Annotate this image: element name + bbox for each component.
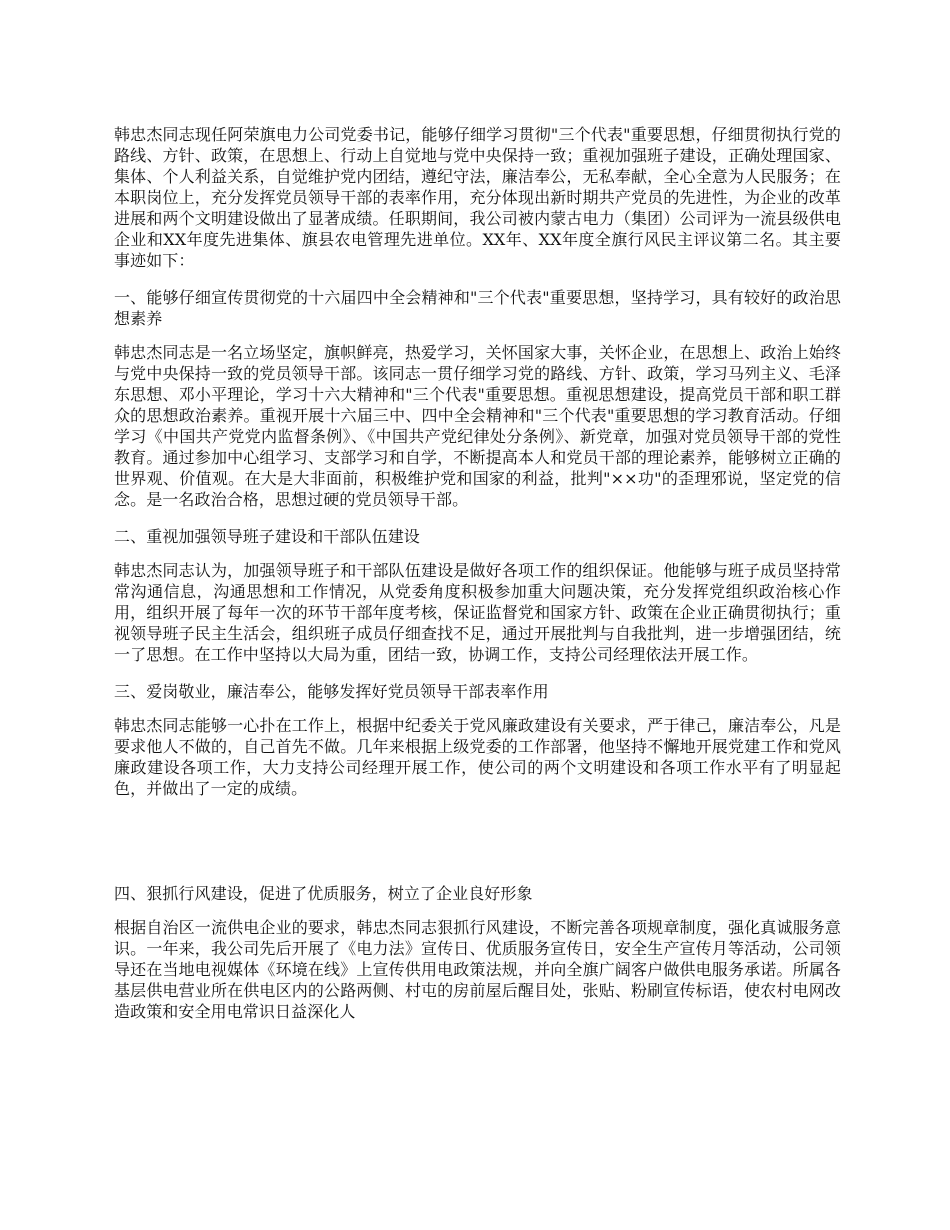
document-body [114, 124, 841, 1038]
section-heading-3: 三、爱岗敬业，廉洁奉公，能够发挥好党员领导干部表率作用 [114, 682, 549, 701]
page-break-gap [114, 815, 841, 883]
section-3-paragraph: 韩忠杰同志能够一心扑在工作上，根据中纪委关于党风廉政建设有关要求，严于律己，廉洁奉公，凡是要求他人不做的，自己首先不做。几年来根据上级党委的工作部署，他坚持不懈地开展党建工作和党风廉政建设各项工作，大力支持公司经理开展工作，使公司的两个文明建设和各项工作水平有了明显起色，并做出了一定的成绩。 [114, 716, 841, 798]
section-heading-4: 四、狠抓行风建设，促进了优质服务，树立了企业良好形象 [114, 884, 533, 903]
section-1-paragraph: 韩忠杰同志是一名立场坚定，旗帜鲜亮，热爱学习，关怀国家大事，关怀企业，在思想上、政治上始终与党中央保持一致的党员领导干部。该同志一贯仔细学习党的路线、方针、政策，学习马列主义、毛泽东思想、邓小平理论，学习十六大精神和"三个代表"重要思想。重视思想建设，提高党员干部和职工群众的思想政治素养。重视开展十六届三中、四中全会精神和"三个代表"重要思想的学习教育活动。仔细学习《中国共产党党内监督条例》、《中国共产党纪律处分条例》、新党章，加强对党员领导干部的党性教育。通过参加中心组学习、支部学习和自学，不断提高本人和党员干部的理论素养，能够树立正确的世界观、价值观。在大是大非面前，积极维护党和国家的利益，批判"××功"的歪理邪说，坚定党的信念。是一名政治合格，思想过硬的党员领导干部。 [114, 343, 841, 509]
intro-paragraph: 韩忠杰同志现任阿荣旗电力公司党委书记，能够仔细学习贯彻"三个代表"重要思想，仔细贯彻执行党的路线、方针、政策，在思想上、行动上自觉地与党中央保持一致；重视加强班子建设，正确处理国家、集体、个人利益关系，自觉维护党内团结，遵纪守法，廉洁奉公，无私奉献，全心全意为人民服务；在本职岗位上，充分发挥党员领导干部的表率作用，充分体现出新时期共产党员的先进性，为企业的改革进展和两个文明建设做出了显著成绩。任职期间，我公司被内蒙古电力（集团）公司评为一流县级供电企业和XX年度先进集体、旗县农电管理先进单位。XX年、XX年度全旗行风民主评议第二名。其主要事迹如下： [114, 125, 841, 270]
section-heading-1: 一、能够仔细宣传贯彻党的十六届四中全会精神和"三个代表"重要思想，坚持学习，具有较好的政治思想素养 [114, 288, 841, 328]
section-2-paragraph: 韩忠杰同志认为，加强领导班子和干部队伍建设是做好各项工作的组织保证。他能够与班子成员坚持常常沟通信息，沟通思想和工作情况，从党委角度积极参加重大问题决策，充分发挥党组织政治核心作用，组织开展了每年一次的环节干部年度考核，保证监督党和国家方针、政策在企业正确贯彻执行；重视领导班子民主生活会，组织班子成员仔细查找不足，通过开展批判与自我批判，进一步增强团结，统一了思想。在工作中坚持以大局为重，团结一致，协调工作，支持公司经理依法开展工作。 [114, 561, 841, 664]
section-heading-2: 二、重视加强领导班子建设和干部队伍建设 [114, 527, 420, 546]
section-4-paragraph: 根据自治区一流供电企业的要求，韩忠杰同志狠抓行风建设，不断完善各项规章制度，强化真诚服务意识。一年来，我公司先后开展了《电力法》宣传日、优质服务宣传日，安全生产宣传月等活动，公司领导还在当地电视媒体《环境在线》上宣传供用电政策法规，并向全旗广阔客户做供电服务承诺。所属各基层供电营业所在供电区内的公路两侧、村屯的房前屋后醒目处，张贴、粉刷宣传标语，使农村电网改造政策和安全用电常识日益深化人 [114, 918, 841, 1021]
